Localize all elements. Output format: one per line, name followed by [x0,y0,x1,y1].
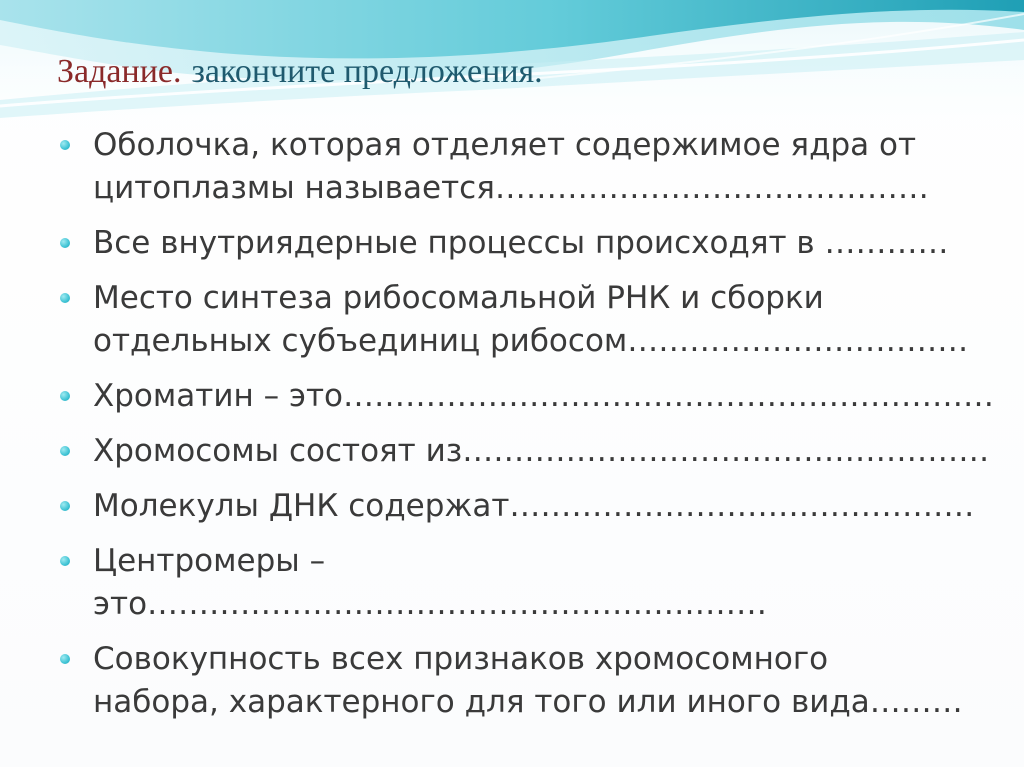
slide-title [57,52,543,92]
bullet-text: Оболочка, которая отделяет содержимое ядра от цитоплазмы называется…………………………………… [93,127,929,206]
bullet-dot-icon [60,238,70,248]
bullet-item [58,277,998,363]
bullet-item [58,375,998,418]
bullet-dot-icon [60,391,70,401]
bullet-item [58,540,998,626]
bullet-list [58,124,998,736]
bullet-item [58,485,998,528]
bullet-dot-icon [60,446,70,456]
title-label: Задание. [57,53,182,90]
bullet-dot-icon [60,654,70,664]
bullet-dot-icon [60,556,70,566]
bullet-dot-icon [60,293,70,303]
bullet-item [58,222,998,265]
bullet-item [58,638,998,724]
title-text: закончите предложения. [191,53,543,90]
bullet-text: Хромосомы состоят из…………………………………………… [93,433,990,469]
bullet-text: Все внутриядерные процессы происходят в ………… [93,225,949,261]
bullet-dot-icon [60,140,70,150]
bullet-text: Место синтеза рибосомальной РНК и сборки отдельных субъединиц рибосом…………………………… [93,280,969,359]
bullet-item [58,124,998,210]
bullet-text: Совокупность всех признаков хромосомного набора, характерного для того или иного вида……… [93,641,963,720]
bullet-text: Хроматин – это……………………………………………………… [93,378,994,414]
bullet-dot-icon [60,501,70,511]
bullet-text: Центромеры – это…………………………………………………… [93,543,768,622]
bullet-text: Молекулы ДНК содержат……………………………………… [93,488,975,524]
bullet-item [58,430,998,473]
